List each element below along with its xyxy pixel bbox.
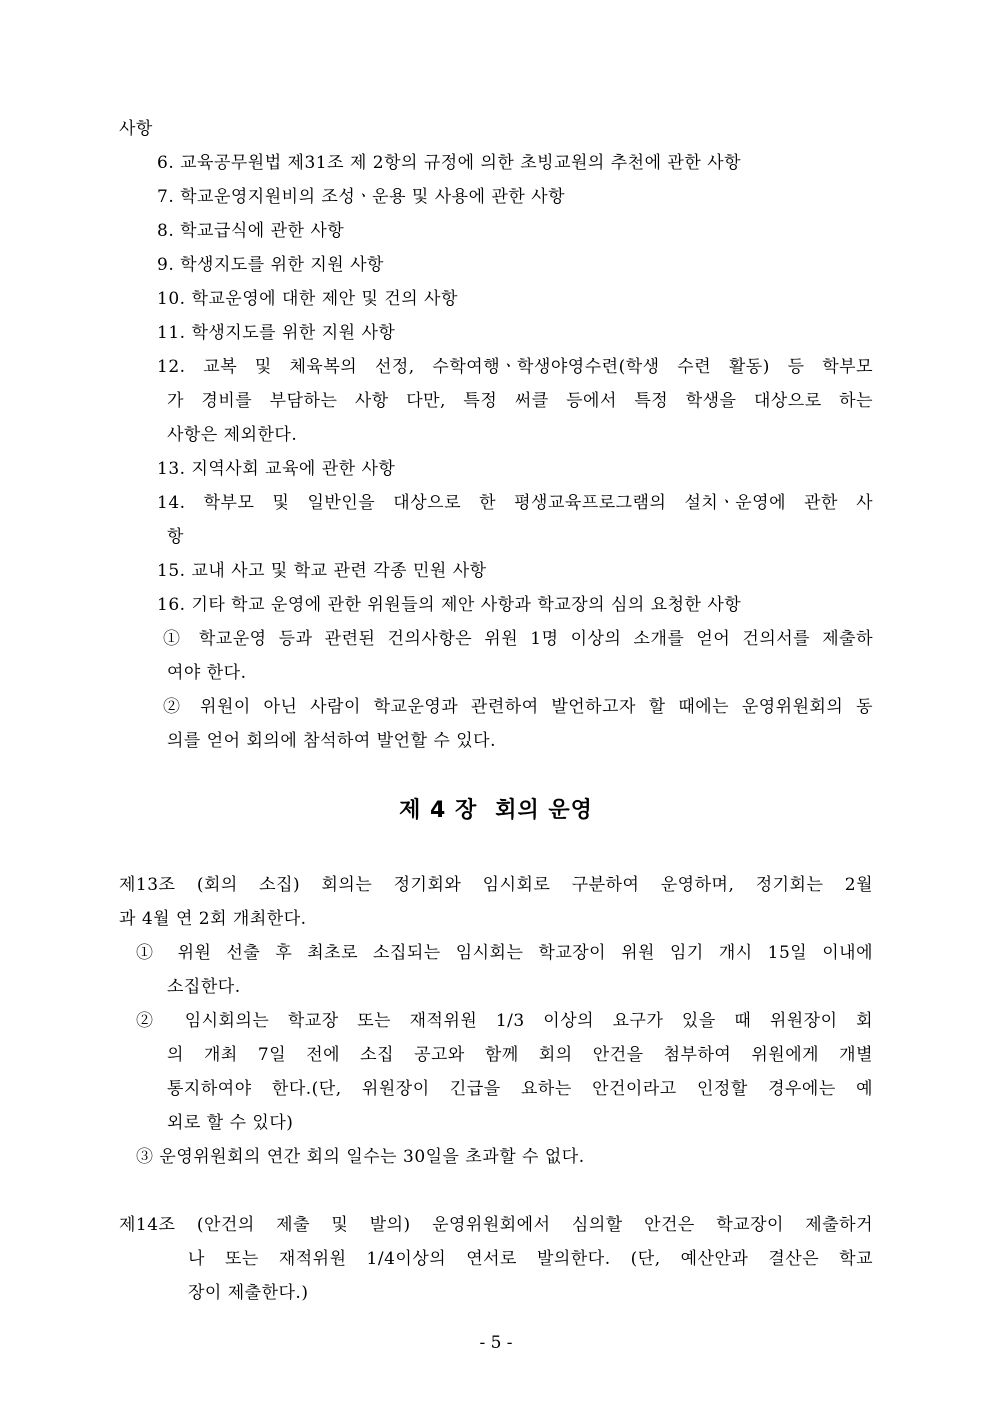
continuation-text: 사항 (119, 119, 153, 139)
list-item-16: 16. 기타 학교 운영에 관한 위원들의 제안 사항과 학교장의 심의 요청한 사항 (157, 595, 742, 615)
article-14-line3: 장이 제출한다.) (188, 1283, 309, 1303)
list-item-14-line1: 14. 학부모 및 일반인을 대상으로 한 평생교육프로그램의 설치ㆍ운영에 관한 사 (157, 493, 873, 513)
list-item-9: 9. 학생지도를 위한 지원 사항 (157, 255, 384, 275)
article-13-paragraph-1-line2: 소집한다. (167, 977, 241, 997)
list-item-7: 7. 학교운영지원비의 조성ㆍ운용 및 사용에 관한 사항 (157, 187, 566, 207)
chapter-title: 회의 운영 (495, 798, 593, 823)
article-13-line1: 제13조 (회의 소집) 회의는 정기회와 임시회로 구분하여 운영하며, 정기회는 2월 (119, 875, 873, 895)
list-item-10: 10. 학교운영에 대한 제안 및 건의 사항 (157, 289, 458, 309)
list-item-6: 6. 교육공무원법 제31조 제 2항의 규정에 의한 초빙교원의 추천에 관한 사항 (157, 153, 742, 173)
article-13-line2: 과 4월 연 2회 개최한다. (119, 909, 307, 929)
article-13-paragraph-2-line4: 외로 할 수 있다) (167, 1113, 294, 1133)
article-14-line1: 제14조 (안건의 제출 및 발의) 운영위원회에서 심의할 안건은 학교장이 제출하거 (119, 1215, 873, 1235)
article-14-line2: 나 또는 재적위원 1/4이상의 연서로 발의한다. (단, 예산안과 결산은 학교 (188, 1249, 873, 1269)
list-item-15: 15. 교내 사고 및 학교 관련 각종 민원 사항 (157, 561, 487, 581)
chapter-number: 제 4 장 (399, 798, 478, 823)
article-13-paragraph-1-line1: ① 위원 선출 후 최초로 소집되는 임시회는 학교장이 위원 임기 개시 15일 이내에 (136, 943, 873, 963)
page-number: - 5 - (479, 1333, 513, 1353)
list-item-13: 13. 지역사회 교육에 관한 사항 (157, 459, 396, 479)
note-2-line2: 의를 얻어 회의에 참석하여 발언할 수 있다. (167, 731, 497, 751)
article-13-paragraph-2-line1: ② 임시회의는 학교장 또는 재적위원 1/3 이상의 요구가 있을 때 위원장이 회 (136, 1011, 873, 1031)
chapter-heading (0, 793, 992, 824)
note-2-line1: ② 위원이 아닌 사람이 학교운영과 관련하여 발언하고자 할 때에는 운영위원회의 동 (163, 697, 873, 717)
article-13-paragraph-3: ③ 운영위원회의 연간 회의 일수는 30일을 초과할 수 없다. (136, 1147, 585, 1167)
article-13-paragraph-2-line3: 통지하여야 한다.(단, 위원장이 긴급을 요하는 안건이라고 인정할 경우에는 예 (167, 1079, 873, 1099)
list-item-11: 11. 학생지도를 위한 지원 사항 (157, 323, 396, 343)
list-item-12-line1: 12. 교복 및 체육복의 선정, 수학여행ㆍ학생야영수련(학생 수련 활동) 등 학부모 (157, 357, 873, 377)
note-1-line1: ① 학교운영 등과 관련된 건의사항은 위원 1명 이상의 소개를 얻어 건의서를 제출하 (163, 629, 873, 649)
article-13-paragraph-2-line2: 의 개최 7일 전에 소집 공고와 함께 회의 안건을 첨부하여 위원에게 개별 (167, 1045, 873, 1065)
list-item-14-line2: 항 (167, 527, 184, 547)
list-item-8: 8. 학교급식에 관한 사항 (157, 221, 345, 241)
list-item-12-line3: 사항은 제외한다. (167, 425, 298, 445)
list-item-12-line2: 가 경비를 부담하는 사항 다만, 특정 써클 등에서 특정 학생을 대상으로 하는 (167, 391, 873, 411)
note-1-line2: 여야 한다. (167, 663, 247, 683)
